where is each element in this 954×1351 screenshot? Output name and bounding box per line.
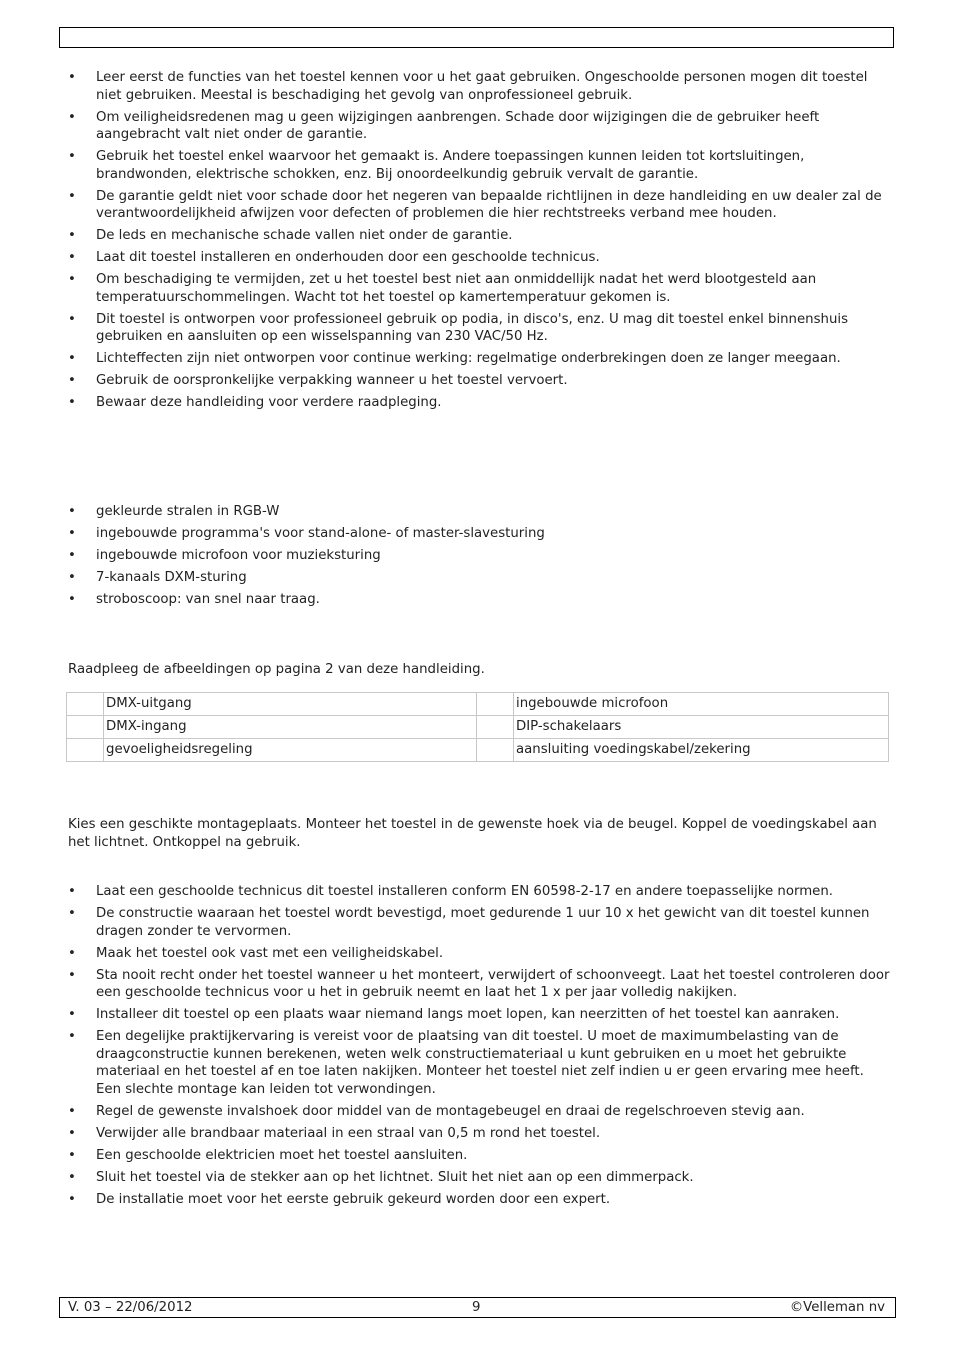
list-item: • Leer eerst de functies van het toestel kennen voor u het gaat gebruiken. Ongeschoolde personen mogen dit toestel niet gebruiken. Meestal is beschadiging het gevolg van onprofessioneel gebruik. (68, 70, 868, 103)
list-item: • Laat dit toestel installeren en onderhouden door een geschoolde technicus. (68, 250, 600, 265)
table-cell (477, 739, 514, 762)
safety-notes-list (68, 69, 890, 416)
footer-version: V. 03 – 22/06/2012 (68, 1300, 193, 1315)
table-cell (67, 693, 104, 716)
table-cell (67, 716, 104, 739)
list-item: • Dit toestel is ontworpen voor professioneel gebruik op podia, in disco's, enz. U mag dit toestel enkel binnenshuis gebruiken en aansluiten op een wisselspanning van 230 VAC/50 Hz. (68, 311, 849, 344)
list-item: • ingebouwde programma's voor stand-alone- of master-slavesturing (68, 526, 545, 541)
features-list (68, 503, 890, 613)
overview-text: Raadpleeg de afbeeldingen op pagina 2 van deze handleiding. (68, 662, 485, 677)
list-item: • De installatie moet voor het eerste gebruik gekeurd worden door een expert. (68, 1191, 611, 1207)
list-item: • Een geschoolde elektricien moet het toestel aansluiten. (68, 1147, 468, 1163)
list-item: • Een degelijke praktijkervaring is vereist voor de plaatsing van dit toestel. U moet de maximumbelasting van de draagconstructie kunnen berekenen, weten welk constructiemateriaal u kunt gebruiken en u moet het gebruikte materiaal en het toestel af en toe laten nakijken. Monteer het toestel niet zelf indien u er geen ervaring mee heeft. Een slechte montage kan leiden tot verwondingen. (68, 1029, 864, 1097)
list-item: • Regel de gewenste invalshoek door middel van de montagebeugel en draai de regelschroeven stevig aan. (68, 1103, 805, 1119)
footer-copyright: ©Velleman nv (789, 1300, 885, 1315)
list-item: • De garantie geldt niet voor schade door het negeren van bepaalde richtlijnen in deze handleiding en uw dealer zal de verantwoordelijkheid afwijzen voor defecten of problemen die hier rechtstreeks verband mee houden. (68, 188, 882, 221)
list-item: • Gebruik de oorspronkelijke verpakking wanneer u het toestel vervoert. (68, 373, 568, 388)
list-item: • Om beschadiging te vermijden, zet u het toestel best niet aan onmiddellijk nadat het werd blootgesteld aan temperatuurschommelingen. Wacht tot het toestel op kamertemperatuur gekomen is. (68, 272, 817, 305)
list-item: • Maak het toestel ook vast met een veiligheidskabel. (68, 945, 444, 961)
list-item: • Sta nooit recht onder het toestel wanneer u het monteert, verwijdert of schoonveegt. Laat het toestel controleren door een geschoolde technicus voor u het in gebruik neemt en laat het 1 x per jaar volledig nakijken. (68, 967, 890, 1000)
mounting-notes-list (68, 883, 890, 1213)
list-item: • Gebruik het toestel enkel waarvoor het gemaakt is. Andere toepassingen kunnen leiden tot kortsluitingen, brandwonden, elektrische schokken, enz. Bij onoordeelkundig gebruik vervalt de garantie. (68, 149, 805, 182)
table-row (67, 739, 889, 762)
table-cell: DIP-schakelaars (514, 716, 889, 739)
list-item: • Installeer dit toestel op een plaats waar niemand langs moet lopen, kan neerzitten of het toestel kan aanraken. (68, 1007, 840, 1022)
list-item: • De constructie waaraan het toestel wordt bevestigd, moet gedurende 1 uur 10 x het gewicht van dit toestel kunnen dragen zonder te vervormen. (68, 906, 870, 939)
table-row (67, 693, 889, 716)
parts-table (66, 692, 889, 762)
table-cell: gevoeligheidsregeling (104, 739, 477, 762)
table-cell: DMX-ingang (104, 716, 477, 739)
list-item: • 7-kanaals DXM-sturing (68, 570, 247, 585)
table-cell: aansluiting voedingskabel/zekering (514, 739, 889, 762)
list-item: • Lichteffecten zijn niet ontworpen voor continue werking: regelmatige onderbrekingen doen ze langer meegaan. (68, 351, 841, 366)
list-item: • Sluit het toestel via de stekker aan op het lichtnet. Sluit het niet aan op een dimmerpack. (68, 1169, 694, 1185)
table-cell (477, 716, 514, 739)
list-item: • Verwijder alle brandbaar materiaal in een straal van 0,5 m rond het toestel. (68, 1125, 601, 1141)
table-cell (67, 739, 104, 762)
list-item: • stroboscoop: van snel naar traag. (68, 592, 320, 607)
page-header-box (59, 27, 894, 48)
installation-text: Kies een geschikte montageplaats. Monteer het toestel in de gewenste hoek via de beugel. Koppel de voedingskabel aan het lichtnet. Ontkoppel na gebruik. (68, 817, 877, 850)
page-number: 9 (472, 1300, 481, 1315)
list-item: • gekleurde stralen in RGB-W (68, 504, 280, 519)
list-item: • Om veiligheidsredenen mag u geen wijzigingen aanbrengen. Schade door wijzigingen die de gebruiker heeft aangebracht valt niet onder de garantie. (68, 109, 820, 142)
table-cell (477, 693, 514, 716)
table-cell: DMX-uitgang (104, 693, 477, 716)
list-item: • Laat een geschoolde technicus dit toestel installeren conform EN 60598-2-17 en andere toepasselijke normen. (68, 884, 833, 899)
page-footer (59, 1297, 896, 1318)
table-row (67, 716, 889, 739)
list-item: • Bewaar deze handleiding voor verdere raadpleging. (68, 395, 442, 410)
list-item: • ingebouwde microfoon voor muzieksturing (68, 548, 381, 563)
table-cell: ingebouwde microfoon (514, 693, 889, 716)
list-item: • De leds en mechanische schade vallen niet onder de garantie. (68, 228, 513, 243)
